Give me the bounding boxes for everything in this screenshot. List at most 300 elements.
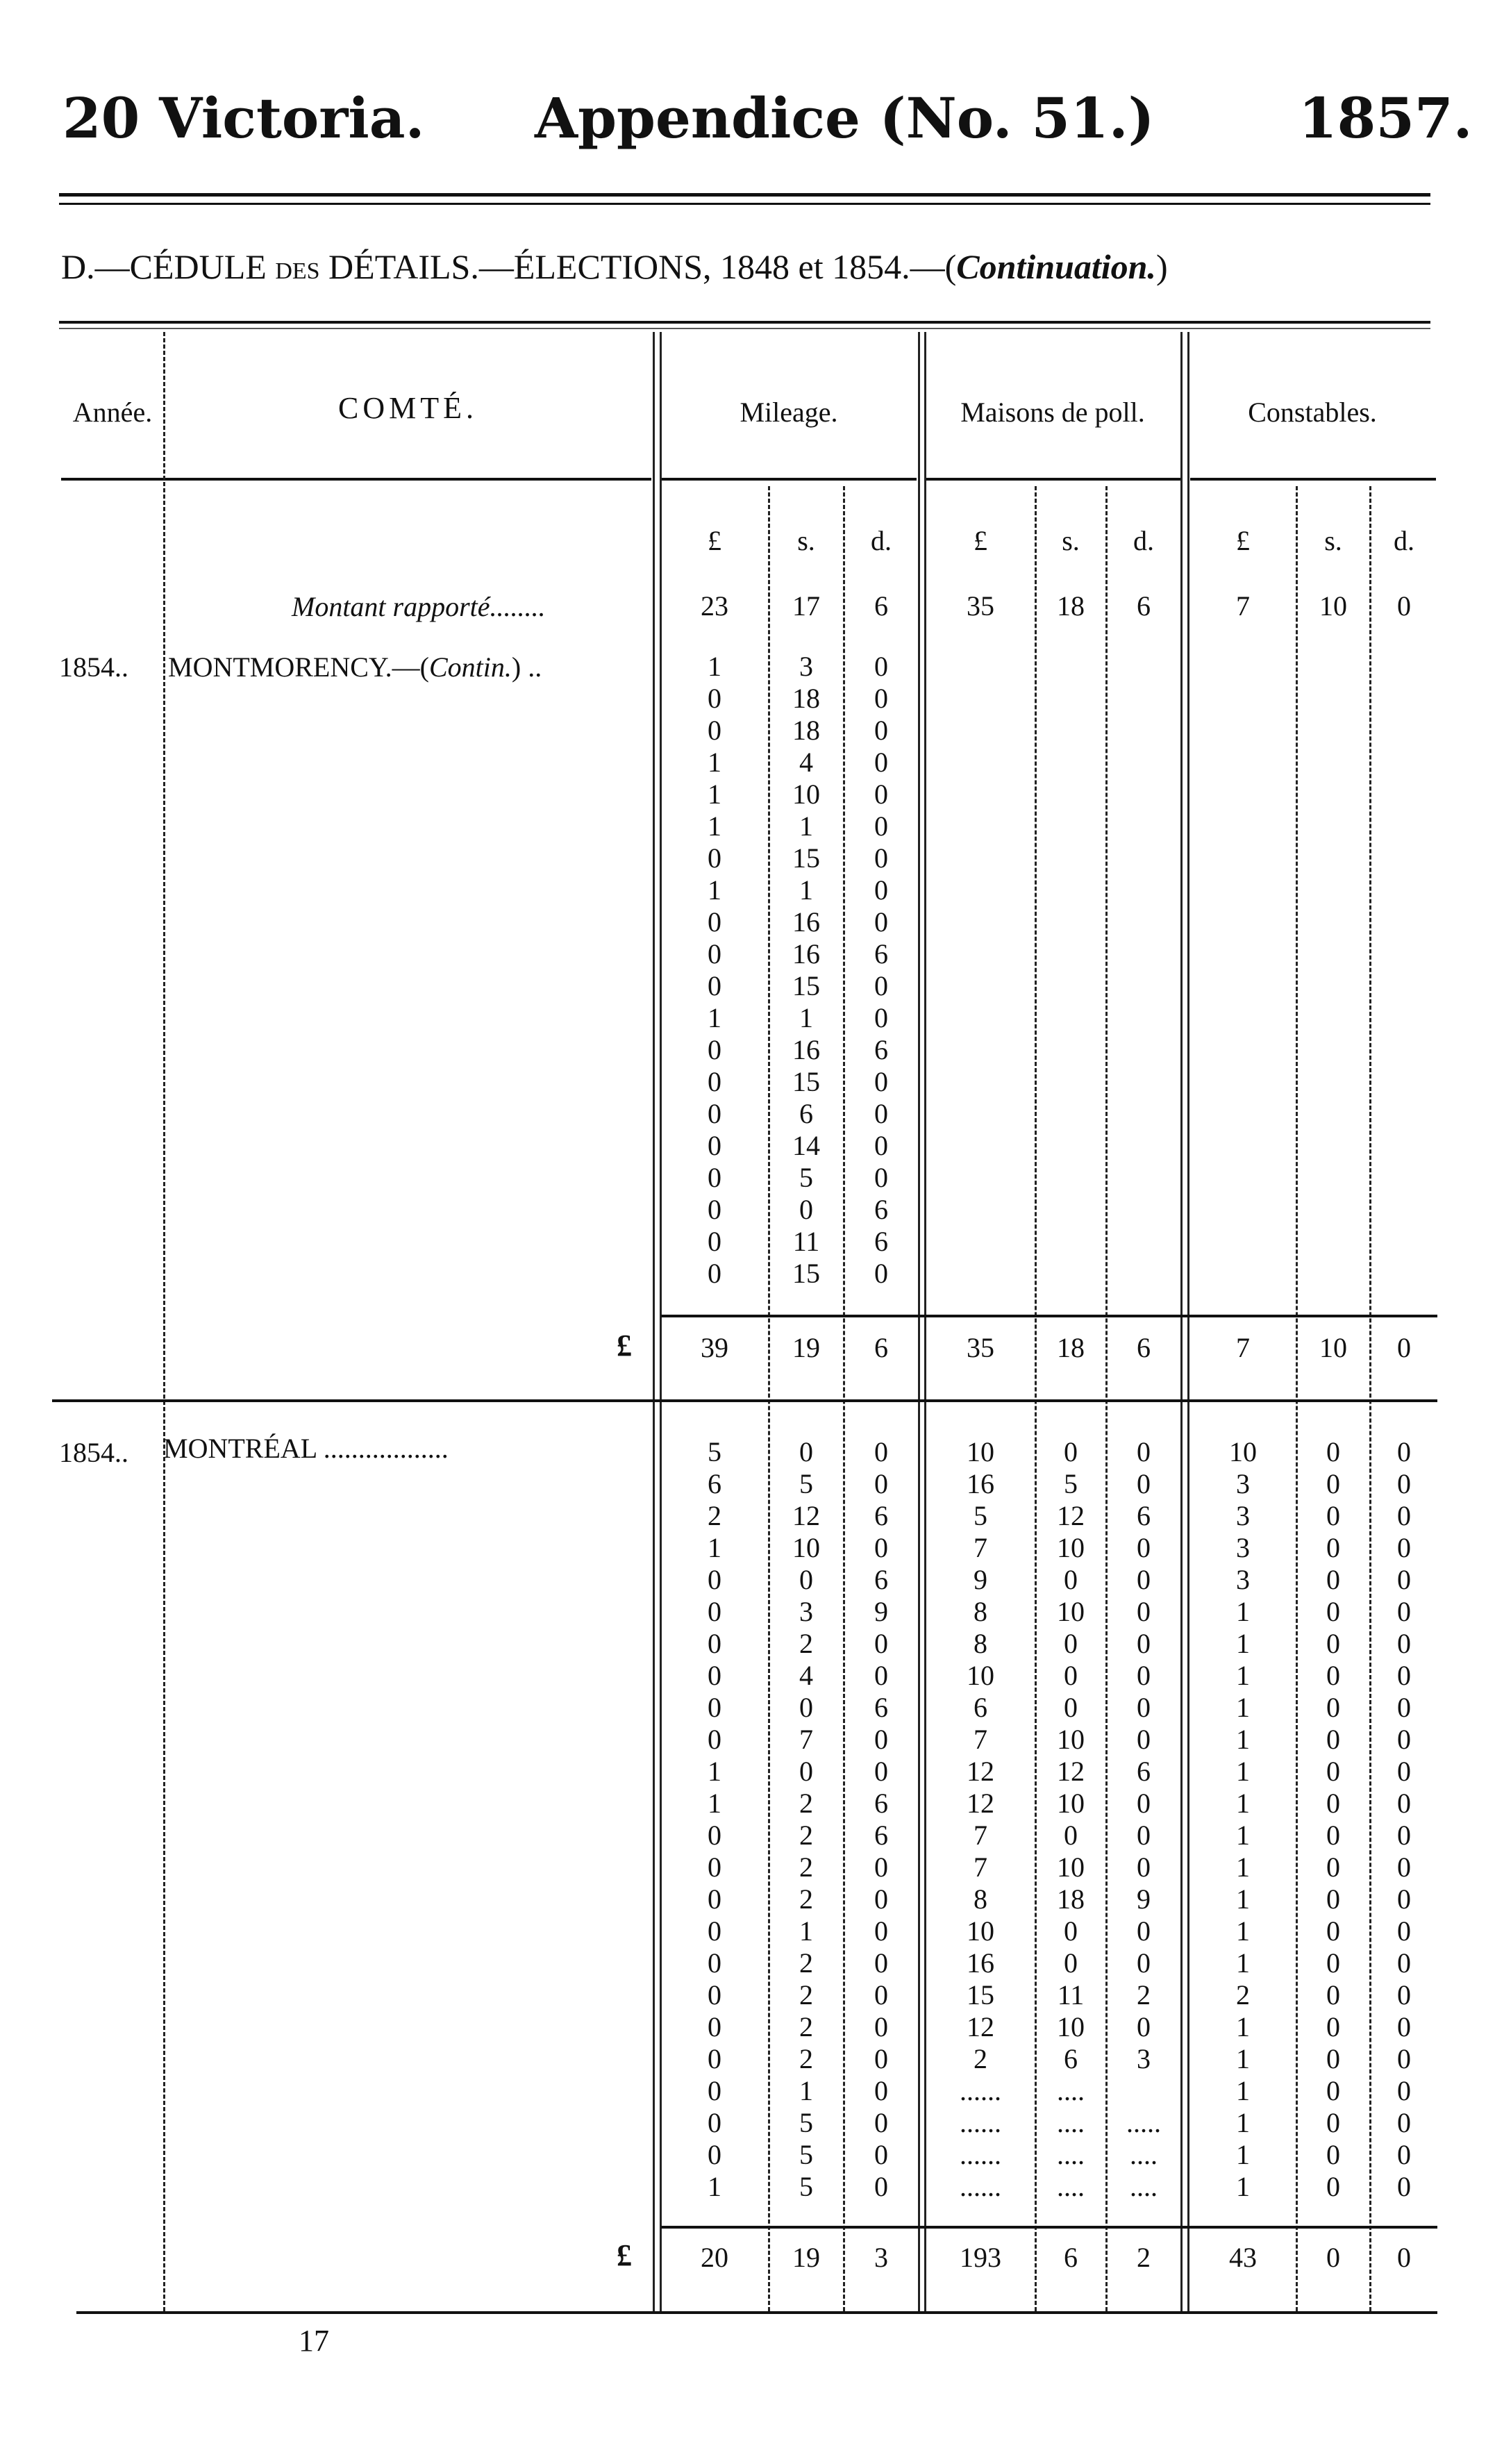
unit-maisons-l: £ [974, 525, 987, 556]
section-2-constables-s-cell: 0 [1326, 1947, 1340, 1979]
section-2-maisons-l-cell: 9 [974, 1564, 987, 1595]
section-2-constables-d-cell: 0 [1397, 1532, 1411, 1563]
section-2-constables-d-cell: 0 [1397, 2171, 1411, 2202]
section-2-constables-d-cell: 0 [1397, 1660, 1411, 1691]
divider-maisons-b [1187, 332, 1189, 2311]
section-2-mileage-s-cell: 0 [799, 1436, 813, 1467]
section-2-mileage-s-cell: 2 [799, 1883, 813, 1915]
section-1-mileage-s-cell: 0 [799, 1194, 813, 1225]
section-2-mileage-s-cell: 0 [799, 1692, 813, 1723]
section-2-constables-l-cell: 3 [1236, 1468, 1250, 1499]
section-1-total-constables-d: 0 [1397, 1332, 1411, 1363]
section-2-mileage-d-cell: 0 [874, 1628, 888, 1659]
section-2-constables-d-cell: 0 [1397, 1820, 1411, 1851]
section-2-mileage-s-cell: 2 [799, 1947, 813, 1979]
section-2-mileage-s-cell: 2 [799, 2011, 813, 2042]
section-2-maisons-s-cell: .... [1057, 2139, 1085, 2170]
header-separator-mileage [661, 478, 917, 481]
section-2-maisons-s-cell: 12 [1057, 1500, 1085, 1531]
section-2-constables-l-cell: 2 [1236, 1979, 1250, 2011]
column-comte: COMTÉ. [338, 391, 478, 425]
section-2-total-constables-d: 0 [1397, 2242, 1411, 2273]
section-2-constables-d-cell: 0 [1397, 1915, 1411, 1947]
section-1-mileage-l-cell: 0 [708, 1194, 721, 1225]
divider-mileage-a [918, 332, 920, 2311]
section-2-mileage-s-cell: 3 [799, 1596, 813, 1627]
section-2-maisons-l-cell: ...... [960, 2139, 1001, 2170]
section-2-maisons-l-cell: 5 [974, 1500, 987, 1531]
section-2-constables-l-cell: 1 [1236, 1820, 1250, 1851]
section-2-constables-s-cell: 0 [1326, 2171, 1340, 2202]
section-2-constables-l-cell: 1 [1236, 1596, 1250, 1627]
section-2-constables-s-cell: 0 [1326, 1500, 1340, 1531]
section-2-mileage-l-cell: 0 [708, 1564, 721, 1595]
section-2-total-constables-s: 0 [1326, 2242, 1340, 2273]
section-2-maisons-d-cell: 0 [1137, 1468, 1151, 1499]
section-2-maisons-l-cell: 8 [974, 1883, 987, 1915]
section-2-constables-d-cell: 0 [1397, 2075, 1411, 2106]
section-2-maisons-s-cell: 0 [1064, 1660, 1078, 1691]
carried-constables-d: 0 [1397, 590, 1411, 622]
section-1-mileage-s-cell: 18 [792, 715, 820, 746]
section-2-mileage-s-cell: 5 [799, 1468, 813, 1499]
section-2-mileage-d-cell: 9 [874, 1596, 888, 1627]
section-2-mileage-l-cell: 0 [708, 1915, 721, 1947]
section-1-mileage-d-cell: 0 [874, 1002, 888, 1033]
section-2-maisons-d-cell [1107, 2075, 1180, 2107]
section-2-maisons-d-cell: 6 [1137, 1756, 1151, 1787]
section-2-mileage-d-cell: 0 [874, 1436, 888, 1467]
section-1-mileage-d-cell: 0 [874, 906, 888, 938]
section-1-mileage-l-cell: 0 [708, 1226, 721, 1257]
section-2-maisons-s-cell: 10 [1057, 1532, 1085, 1563]
section-2-mileage-d-cell: 0 [874, 1724, 888, 1755]
section-2-constables-s [1297, 1436, 1369, 2203]
section-2-constables-l-cell: 1 [1236, 2107, 1250, 2138]
section-2-maisons-l-cell: 7 [974, 1851, 987, 1883]
section-2-maisons-s-cell: 10 [1057, 1851, 1085, 1883]
section-2-maisons-l-cell: 8 [974, 1596, 987, 1627]
section-2-maisons-l-cell: 10 [967, 1660, 994, 1691]
section-2-maisons-s-cell: .... [1057, 2171, 1085, 2202]
section-1-mileage-d-cell: 0 [874, 970, 888, 1001]
section-2-maisons-l-cell: 12 [967, 2011, 994, 2042]
section-2-total-maisons-l: 193 [960, 2242, 1001, 2273]
section-2-constables-s-cell: 0 [1326, 1468, 1340, 1499]
section-2-mileage-s-cell: 0 [799, 1756, 813, 1787]
section-1-mileage-s-cell: 15 [792, 1258, 820, 1289]
section-2-maisons-s-cell: 0 [1064, 1947, 1078, 1979]
header-right: 1857. [1298, 85, 1473, 151]
section-2-constables-s-cell: 0 [1326, 1820, 1340, 1851]
section-1-mileage-l-cell: 0 [708, 1098, 721, 1129]
section-2-mileage-l-cell: 0 [708, 1692, 721, 1723]
section-2-maisons-d-cell: 6 [1137, 1500, 1151, 1531]
section-2-mileage-d-cell: 0 [874, 1947, 888, 1979]
section-1-mileage-s-cell: 15 [792, 842, 820, 874]
section-2-constables-s-cell: 0 [1326, 2011, 1340, 2042]
section-1-mileage-s-cell: 5 [799, 1162, 813, 1193]
section-2-constables-s-cell: 0 [1326, 1979, 1340, 2011]
section-2-mileage-s-cell: 2 [799, 1820, 813, 1851]
section-2-mileage-d-cell: 0 [874, 1883, 888, 1915]
section-2-maisons-d-cell: .... [1130, 2139, 1158, 2170]
section-1-total-label: £ [617, 1329, 632, 1363]
column-constables: Constables. [1248, 397, 1377, 428]
section-2-mileage-s-cell: 5 [799, 2107, 813, 2138]
section-2-constables-d-cell: 0 [1397, 1756, 1411, 1787]
table-top-rule [59, 321, 1430, 324]
header-separator-constables [1190, 478, 1436, 481]
section-2-maisons-s-cell: 18 [1057, 1883, 1085, 1915]
section-2-total-constables-l: 43 [1229, 2242, 1257, 2273]
section-2-constables-l-cell: 1 [1236, 1692, 1250, 1723]
section-2-mileage-l-cell: 1 [708, 2171, 721, 2202]
section-1-mileage-l-cell: 0 [708, 842, 721, 874]
section-1-mileage-l-cell: 0 [708, 1130, 721, 1161]
section-2-mileage-s-cell: 2 [799, 1788, 813, 1819]
unit-constables-l: £ [1236, 525, 1250, 556]
section-2-constables-s-cell: 0 [1326, 1564, 1340, 1595]
section-1-total-maisons-d: 6 [1137, 1332, 1151, 1363]
carried-mileage-l: 23 [701, 590, 728, 622]
section-2-mileage-s-cell: 4 [799, 1660, 813, 1691]
section-2-constables-s-cell: 0 [1326, 2139, 1340, 2170]
section-1-mileage-s-cell: 10 [792, 779, 820, 810]
section-2-county: MONTRÉAL .................. [163, 1433, 449, 1464]
section-2-maisons-s-cell: 12 [1057, 1756, 1085, 1787]
carried-mileage-s: 17 [792, 590, 820, 622]
carried-maisons-d: 6 [1137, 590, 1151, 622]
section-1-total-mileage-s: 19 [792, 1332, 820, 1363]
section-2-constables-s-cell: 0 [1326, 1756, 1340, 1787]
section-1-mileage-s-cell: 16 [792, 938, 820, 969]
section-2-constables-l-cell: 1 [1236, 1788, 1250, 1819]
column-maisons-de-poll: Maisons de poll. [960, 397, 1145, 428]
unit-mileage-l: £ [708, 525, 721, 556]
section-2-maisons-d-cell: 3 [1137, 2043, 1151, 2074]
section-1-mileage-d-cell: 0 [874, 810, 888, 842]
section-1-mileage-l-cell: 1 [708, 874, 721, 906]
section-2-maisons-l-cell: 7 [974, 1532, 987, 1563]
section-1-total-mileage-l: 39 [701, 1332, 728, 1363]
section-2-maisons-s-cell: 0 [1064, 1564, 1078, 1595]
section-1-total-mileage-d: 6 [874, 1332, 888, 1363]
section-1-mileage-d-cell: 0 [874, 1162, 888, 1193]
section-2-constables-s-cell: 0 [1326, 1692, 1340, 1723]
section-2-constables-s-cell: 0 [1326, 1596, 1340, 1627]
section-2-mileage-d-cell: 6 [874, 1820, 888, 1851]
section-1-mileage-d-cell: 6 [874, 938, 888, 969]
section-1-mileage-s-cell: 15 [792, 1066, 820, 1097]
section-2-mileage-l-cell: 1 [708, 1756, 721, 1787]
section-2-maisons-d-cell: 0 [1137, 1724, 1151, 1755]
unit-maisons-s: s. [1062, 525, 1080, 556]
section-1-mileage-l-cell: 0 [708, 715, 721, 746]
section-2-maisons-d-cell: 0 [1137, 1436, 1151, 1467]
section-1-total-constables-s: 10 [1319, 1332, 1347, 1363]
section-2-maisons-d-cell: 0 [1137, 1564, 1151, 1595]
carried-constables-s: 10 [1319, 590, 1347, 622]
section-1-mileage-l-cell: 0 [708, 970, 721, 1001]
section-1-mileage-s-cell: 18 [792, 683, 820, 714]
section-2-constables-d-cell: 0 [1397, 1596, 1411, 1627]
section-1-mileage-d-cell: 0 [874, 874, 888, 906]
section-1-total-maisons-s: 18 [1057, 1332, 1085, 1363]
section-2-mileage-l-cell: 1 [708, 1532, 721, 1563]
section-2-constables-s-cell: 0 [1326, 1724, 1340, 1755]
section-2-mileage-d-cell: 6 [874, 1692, 888, 1723]
carried-maisons-l: 35 [967, 590, 994, 622]
section-2-constables-l-cell: 10 [1229, 1436, 1257, 1467]
section-2-mileage-d-cell: 0 [874, 2011, 888, 2042]
section-1-mileage-d-cell: 0 [874, 651, 888, 682]
section-2-maisons-l [926, 1436, 1035, 2203]
section-2-total-mileage-l: 20 [701, 2242, 728, 2273]
section-2-maisons-l-cell: 8 [974, 1628, 987, 1659]
section-2-mileage-l-cell: 0 [708, 1596, 721, 1627]
table-bottom-rule [76, 2311, 1437, 2314]
section-2-total-label: £ [617, 2238, 632, 2272]
section-1-mileage-s-cell: 11 [792, 1226, 820, 1257]
section-2-maisons-d-cell: 9 [1137, 1883, 1151, 1915]
section-2-constables-s-cell: 0 [1326, 2043, 1340, 2074]
section-2-constables-d-cell: 0 [1397, 1851, 1411, 1883]
section-2-mileage-l-cell: 1 [708, 1788, 721, 1819]
section-2-maisons-d-cell: 0 [1137, 2011, 1151, 2042]
section-divider [52, 1399, 1437, 1402]
schedule-title: D.—CÉDULE DES DÉTAILS.—ÉLECTIONS, 1848 et 1854.—(Continuation.) [61, 247, 1168, 286]
section-2-constables-l-cell: 1 [1236, 1947, 1250, 1979]
section-2-constables-l-cell: 1 [1236, 1851, 1250, 1883]
section-2-mileage-d-cell: 0 [874, 1851, 888, 1883]
carried-mileage-d: 6 [874, 590, 888, 622]
divider-annee [163, 332, 165, 2311]
section-2-mileage-d-cell: 0 [874, 1660, 888, 1691]
section-2-maisons-s-cell: 10 [1057, 1596, 1085, 1627]
section-2-mileage-d-cell: 0 [874, 1532, 888, 1563]
section-2-mileage-d-cell: 6 [874, 1500, 888, 1531]
section-1-total-rule [661, 1315, 1437, 1317]
section-1-total-maisons-l: 35 [967, 1332, 994, 1363]
section-2-mileage-s [769, 1436, 843, 2203]
carried-forward-label: Montant rapporté........ [292, 591, 546, 622]
section-1-mileage-s-cell: 16 [792, 1034, 820, 1065]
section-2-constables-d-cell: 0 [1397, 1979, 1411, 2011]
section-2-mileage-l-cell: 0 [708, 2011, 721, 2042]
section-1-mileage-l-cell: 1 [708, 810, 721, 842]
section-2-constables-s-cell: 0 [1326, 1788, 1340, 1819]
section-1-mileage-s-cell: 1 [799, 1002, 813, 1033]
section-2-constables-d-cell: 0 [1397, 1564, 1411, 1595]
section-2-maisons-s-cell: 6 [1064, 2043, 1078, 2074]
section-2-maisons-d [1107, 1436, 1180, 2203]
section-2-maisons-d-cell: 2 [1137, 1979, 1151, 2011]
section-2-maisons-s-cell: 0 [1064, 1692, 1078, 1723]
section-1-mileage-d-cell: 0 [874, 842, 888, 874]
section-1-mileage-s-cell: 6 [799, 1098, 813, 1129]
section-2-maisons-l-cell: 16 [967, 1468, 994, 1499]
section-2-constables-d-cell: 0 [1397, 2139, 1411, 2170]
section-2-constables-l [1190, 1436, 1296, 2203]
section-2-constables-l-cell: 1 [1236, 1883, 1250, 1915]
section-2-maisons-s [1036, 1436, 1105, 2203]
section-1-year: 1854.. [59, 651, 128, 683]
section-1-total-constables-l: 7 [1236, 1332, 1250, 1363]
section-2-constables-s-cell: 0 [1326, 1915, 1340, 1947]
section-2-constables-l-cell: 1 [1236, 1660, 1250, 1691]
section-2-mileage-d-cell: 0 [874, 2043, 888, 2074]
section-1-mileage-d-cell: 0 [874, 1066, 888, 1097]
section-1-mileage-l-cell: 1 [708, 779, 721, 810]
section-2-mileage-s-cell: 5 [799, 2139, 813, 2170]
section-2-mileage-s-cell: 0 [799, 1564, 813, 1595]
section-2-constables-s-cell: 0 [1326, 2107, 1340, 2138]
header-separator-maisons [926, 478, 1182, 481]
column-mileage: Mileage. [740, 397, 838, 428]
header-rule-top [59, 193, 1430, 197]
section-2-total-mileage-s: 19 [792, 2242, 820, 2273]
section-2-mileage-l-cell: 0 [708, 1628, 721, 1659]
section-2-maisons-s-cell: 0 [1064, 1436, 1078, 1467]
section-2-constables-s-cell: 0 [1326, 2075, 1340, 2106]
section-2-mileage-l-cell: 0 [708, 2107, 721, 2138]
section-1-mileage-s-cell: 3 [799, 651, 813, 682]
section-2-mileage-l-cell: 0 [708, 2139, 721, 2170]
section-2-constables-l-cell: 1 [1236, 1756, 1250, 1787]
section-2-mileage-l-cell: 0 [708, 1947, 721, 1979]
section-2-maisons-d-cell: ..... [1126, 2107, 1161, 2138]
section-1-mileage-s-cell: 16 [792, 906, 820, 938]
section-2-maisons-l-cell: 12 [967, 1788, 994, 1819]
section-2-mileage-s-cell: 12 [792, 1500, 820, 1531]
section-1-mileage-d-cell: 6 [874, 1226, 888, 1257]
section-2-maisons-l-cell: 7 [974, 1820, 987, 1851]
section-2-mileage-d-cell: 6 [874, 1788, 888, 1819]
section-1-mileage-s-cell: 1 [799, 810, 813, 842]
section-2-constables-l-cell: 3 [1236, 1564, 1250, 1595]
section-2-maisons-l-cell: 10 [967, 1915, 994, 1947]
section-2-mileage-l-cell: 0 [708, 2043, 721, 2074]
header-separator-left [61, 478, 651, 481]
section-2-constables-l-cell: 1 [1236, 2011, 1250, 2042]
section-2-maisons-d-cell: 0 [1137, 1851, 1151, 1883]
section-1-mileage-d-cell: 0 [874, 1098, 888, 1129]
section-1-mileage-d-cell: 0 [874, 1130, 888, 1161]
section-2-mileage-d-cell: 0 [874, 2075, 888, 2106]
section-2-maisons-d-cell: 0 [1137, 1915, 1151, 1947]
section-2-mileage-d-cell: 0 [874, 2107, 888, 2138]
unit-constables-s: s. [1324, 525, 1342, 556]
section-2-maisons-s-cell: .... [1057, 2107, 1085, 2138]
section-1-mileage-l-cell: 0 [708, 1034, 721, 1065]
section-2-constables-l-cell: 1 [1236, 1724, 1250, 1755]
section-2-maisons-l-cell: ...... [960, 2171, 1001, 2202]
section-1-mileage-l-cell: 0 [708, 683, 721, 714]
section-2-constables-d-cell: 0 [1397, 1788, 1411, 1819]
section-2-mileage-l-cell: 0 [708, 1660, 721, 1691]
section-2-constables-d-cell: 0 [1397, 1947, 1411, 1979]
unit-constables-d: d. [1394, 525, 1414, 556]
section-1-mileage-l-cell: 0 [708, 1258, 721, 1289]
section-2-mileage-d-cell: 0 [874, 2139, 888, 2170]
section-2-maisons-d-cell: 0 [1137, 1660, 1151, 1691]
section-2-mileage-d-cell: 6 [874, 1564, 888, 1595]
section-2-mileage-l-cell: 0 [708, 2075, 721, 2106]
section-2-mileage-d-cell: 0 [874, 1979, 888, 2011]
section-2-constables-l-cell: 1 [1236, 1628, 1250, 1659]
section-2-maisons-s-cell: 10 [1057, 1724, 1085, 1755]
section-2-mileage-s-cell: 10 [792, 1532, 820, 1563]
section-1-mileage-l-cell: 1 [708, 1002, 721, 1033]
page-number: 17 [299, 2324, 329, 2358]
section-2-mileage-s-cell: 2 [799, 1628, 813, 1659]
section-2-constables-l-cell: 1 [1236, 2171, 1250, 2202]
table-top-rule-2 [59, 328, 1430, 329]
section-1-mileage-l-cell: 1 [708, 747, 721, 778]
carried-constables-l: 7 [1236, 590, 1250, 622]
section-2-constables-d-cell: 0 [1397, 2107, 1411, 2138]
section-2-maisons-l-cell: 12 [967, 1756, 994, 1787]
section-1-mileage-d-cell: 0 [874, 683, 888, 714]
unit-mileage-d: d. [871, 525, 892, 556]
section-2-constables-s-cell: 0 [1326, 1436, 1340, 1467]
section-2-constables-d-cell: 0 [1397, 1883, 1411, 1915]
section-2-maisons-d-cell: 0 [1137, 1788, 1151, 1819]
section-2-mileage-s-cell: 7 [799, 1724, 813, 1755]
section-2-mileage-d [844, 1436, 918, 2203]
section-2-maisons-l-cell: 10 [967, 1436, 994, 1467]
section-2-constables-d-cell: 0 [1397, 1468, 1411, 1499]
section-1-mileage-d-cell: 0 [874, 715, 888, 746]
section-2-constables-l-cell: 3 [1236, 1500, 1250, 1531]
unit-maisons-d: d. [1133, 525, 1154, 556]
section-2-constables-l-cell: 1 [1236, 2043, 1250, 2074]
section-2-maisons-s-cell: 0 [1064, 1628, 1078, 1659]
section-2-mileage-s-cell: 2 [799, 2043, 813, 2074]
section-2-constables-l-cell: 3 [1236, 1532, 1250, 1563]
section-2-constables-s-cell: 0 [1326, 1532, 1340, 1563]
section-2-mileage-l-cell: 6 [708, 1468, 721, 1499]
section-2-constables-d-cell: 0 [1397, 1724, 1411, 1755]
section-1-county: MONTMORENCY.—(Contin.) .. [168, 651, 542, 683]
section-2-maisons-d-cell: .... [1130, 2171, 1158, 2202]
section-2-maisons-l-cell: 15 [967, 1979, 994, 2011]
section-1-mileage-l [661, 651, 768, 1290]
section-2-constables-s-cell: 0 [1326, 1883, 1340, 1915]
section-2-constables-d-cell: 0 [1397, 1628, 1411, 1659]
section-1-mileage-s-cell: 1 [799, 874, 813, 906]
section-2-constables-d-cell: 0 [1397, 2011, 1411, 2042]
section-2-constables-l-cell: 1 [1236, 2139, 1250, 2170]
section-2-total-mileage-d: 3 [874, 2242, 888, 2273]
section-2-maisons-s-cell: 0 [1064, 1915, 1078, 1947]
section-2-maisons-l-cell: ...... [960, 2107, 1001, 2138]
section-2-mileage-l-cell: 0 [708, 1851, 721, 1883]
section-2-constables-d-cell: 0 [1397, 1436, 1411, 1467]
section-2-mileage-l-cell: 0 [708, 1724, 721, 1755]
section-2-year: 1854.. [59, 1437, 128, 1468]
section-2-maisons-s-cell: 11 [1057, 1979, 1085, 2011]
section-2-total-rule [661, 2226, 1437, 2229]
section-2-maisons-d-cell: 0 [1137, 1532, 1151, 1563]
unit-mileage-s: s. [797, 525, 815, 556]
section-2-mileage-s-cell: 2 [799, 1851, 813, 1883]
section-1-mileage-s-cell: 14 [792, 1130, 820, 1161]
section-1-mileage-d [844, 651, 918, 1290]
section-2-maisons-l-cell: ...... [960, 2075, 1001, 2106]
section-2-mileage-l-cell: 5 [708, 1436, 721, 1467]
